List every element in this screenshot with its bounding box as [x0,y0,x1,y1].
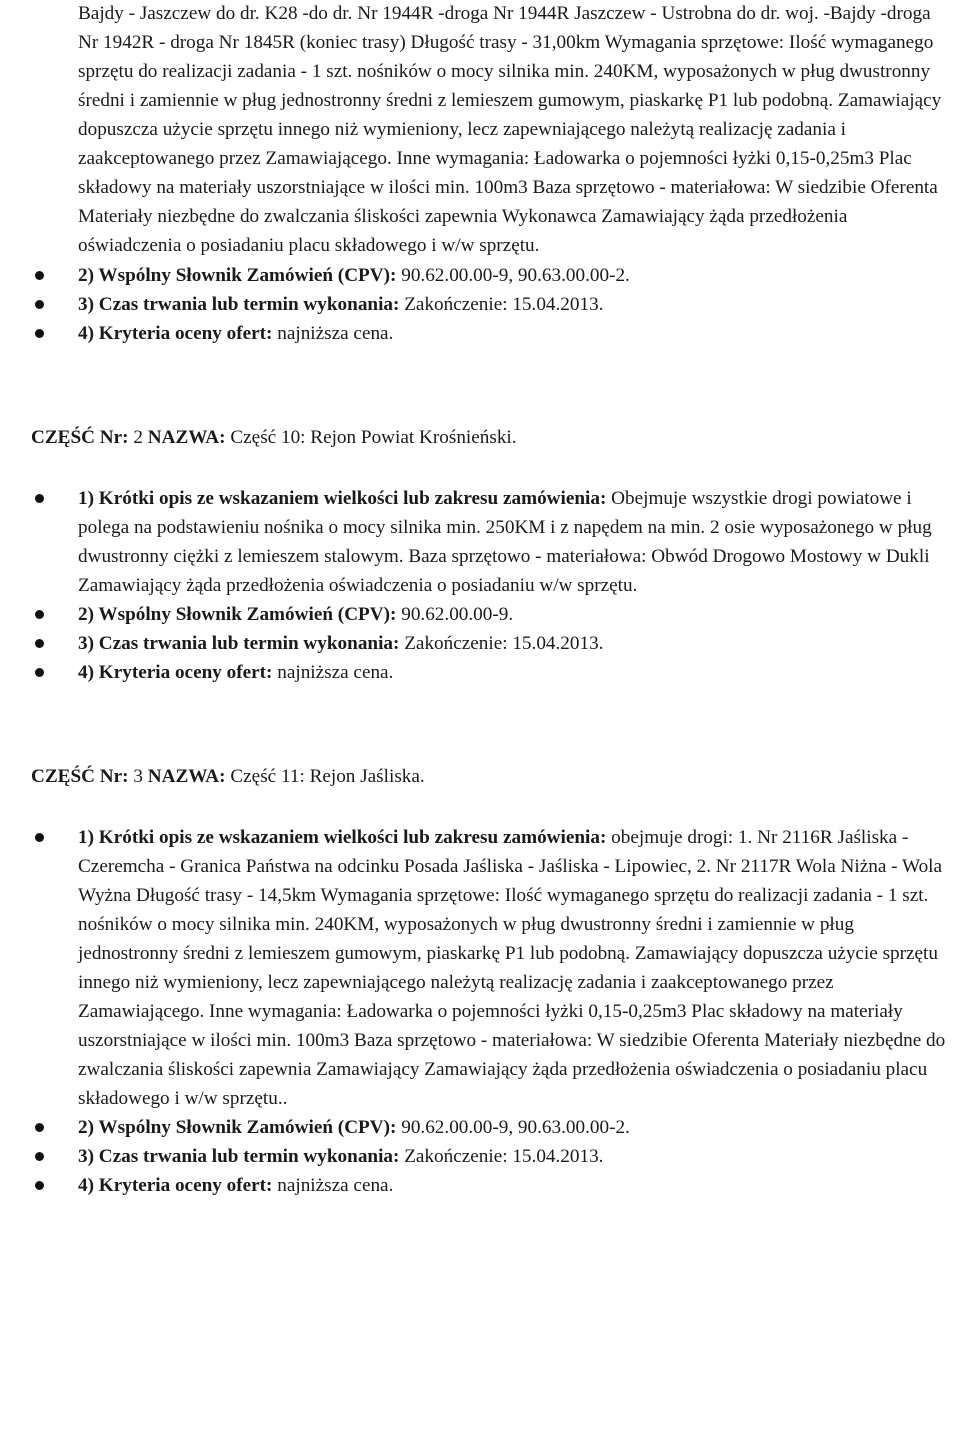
intro-paragraph: Bajdy - Jaszczew do dr. K28 -do dr. Nr 1944R -droga Nr 1944R Jaszczew - Ustrobna do dr. woj. -Bajdy -droga Nr 1942R - droga Nr 1845R (koniec trasy) Długość trasy - 31,00km Wymagania sprzętowe: Ilość wymaganego sprzętu do realizacji zadania - 1 szt. nośników o mocy silnika min. 240KM, wyposażonych w pług dwustronny średni i zamiennie w pług jednostronny średni z lemieszem gumowym, piaskarkę P1 lub podobną. Zamawiający dopuszcza użycie sprzętu innego niż wymieniony, lecz zapewniającego należytą realizację zadania i zaakceptowanego przez Zamawiającego. Inne wymagania: Ładowarka o pojemności łyżki 0,15-0,25m3 Plac składowy na materiały uszorstniające w ilości min. 100m3 Baza sprzętowo - materiałowa: W siedzibie Oferenta Materiały niezbędne do zwalczania śliskości zapewnia Wykonawca Zamawiający żąda przedłożenia oświadczenia o posiadaniu placu składowego i w/w sprzętu. [78,3,942,256]
item-label: 2) Wspólny Słownik Zamówień (CPV): [78,604,397,625]
list-item [78,261,952,290]
item-value: 90.62.00.00-9, 90.63.00.00-2. [396,265,630,286]
item-value: Zakończenie: 15.04.2013. [399,294,604,315]
list-item [78,1113,952,1142]
item-label: 4) Kryteria oceny ofert: [78,323,273,344]
list-item [78,600,952,629]
spacer [0,791,960,823]
item-label: 4) Kryteria oceny ofert: [78,662,273,683]
item-label: 3) Czas trwania lub termin wykonania: [78,633,400,654]
item-value: najniższa cena. [272,1175,394,1196]
item-label: 3) Czas trwania lub termin wykonania: [78,1146,400,1167]
item-value: najniższa cena. [272,323,394,344]
item-label: 4) Kryteria oceny ofert: [78,1175,273,1196]
spacer [0,687,960,762]
list-item [78,629,952,658]
list-item [78,484,952,600]
item-label: 1) Krótki opis ze wskazaniem wielkości lub zakresu zamówienia: [78,488,607,509]
bullet-icon [35,1152,44,1161]
item-value: 90.62.00.00-9, 90.63.00.00-2. [396,1117,630,1138]
item-value: 90.62.00.00-9. [396,604,514,625]
bullet-icon [35,494,44,503]
item-value: najniższa cena. [272,662,394,683]
item-label: 1) Krótki opis ze wskazaniem wielkości lub zakresu zamówienia: [78,827,607,848]
item-value: Zakończenie: 15.04.2013. [399,1146,604,1167]
bullet-icon [35,833,44,842]
list-item [78,290,952,319]
part-2-heading: CZĘŚĆ Nr: 2 NAZWA: Część 10: Rejon Powiat Krośnieński. [31,427,517,448]
part-3-heading: CZĘŚĆ Nr: 3 NAZWA: Część 11: Rejon Jaśliska. [31,766,425,787]
bullet-icon [35,668,44,677]
bullet-icon [35,610,44,619]
item-label: 2) Wspólny Słownik Zamówień (CPV): [78,265,397,286]
item-value: Zakończenie: 15.04.2013. [399,633,604,654]
intro-list [0,261,952,348]
list-item [78,1171,952,1200]
spacer [0,452,960,484]
list-item [78,319,952,348]
item-value: Obejmuje wszystkie drogi powiatowe i polega na podstawieniu nośnika o mocy silnika min. 250KM i z napędem na min. 2 osie wyposażonego w pług dwustronny ciężki z lemieszem stalowym. Baza sprzętowo - materiałowa: Obwód Drogowo Mostowy w Dukli Zamawiający żąda przedłożenia oświadczenia o posiadaniu w/w sprzętu. [78,488,932,596]
item-label: 2) Wspólny Słownik Zamówień (CPV): [78,1117,397,1138]
part-2-list [0,484,952,687]
bullet-icon [35,1123,44,1132]
bullet-icon [35,300,44,309]
part-3-list [0,823,952,1200]
bullet-icon [35,271,44,280]
list-item [78,1142,952,1171]
list-item [78,823,952,1113]
bullet-icon [35,329,44,338]
bullet-icon [35,639,44,648]
bullet-icon [35,1181,44,1190]
item-label: 3) Czas trwania lub termin wykonania: [78,294,400,315]
list-item [78,658,952,687]
spacer [0,348,960,423]
item-value: obejmuje drogi: 1. Nr 2116R Jaśliska - Czeremcha - Granica Państwa na odcinku Posada Jaśliska - Jaśliska - Lipowiec, 2. Nr 2117R Wola Niżna - Wola Wyżna Długość trasy - 14,5km Wymagania sprzętowe: Ilość wymaganego sprzętu do realizacji zadania - 1 szt. nośników o mocy silnika min. 240KM, wyposażonych w pług dwustronny średni i zamiennie w pług jednostronny średni z lemieszem gumowym, piaskarkę P1 lub podobną. Zamawiający dopuszcza użycie sprzętu innego niż wymieniony, lecz zapewniającego należytą realizację zadania i zaakceptowanego przez Zamawiającego. Inne wymagania: Ładowarka o pojemności łyżki 0,15-0,25m3 Plac składowy na materiały uszorstniające w ilości min. 100m3 Baza sprzętowo - materiałowa: W siedzibie Oferenta Materiały niezbędne do zwalczania śliskości zapewnia Zamawiający Zamawiający żąda przedłożenia oświadczenia o posiadaniu placu składowego i w/w sprzętu.. [78,827,946,1109]
